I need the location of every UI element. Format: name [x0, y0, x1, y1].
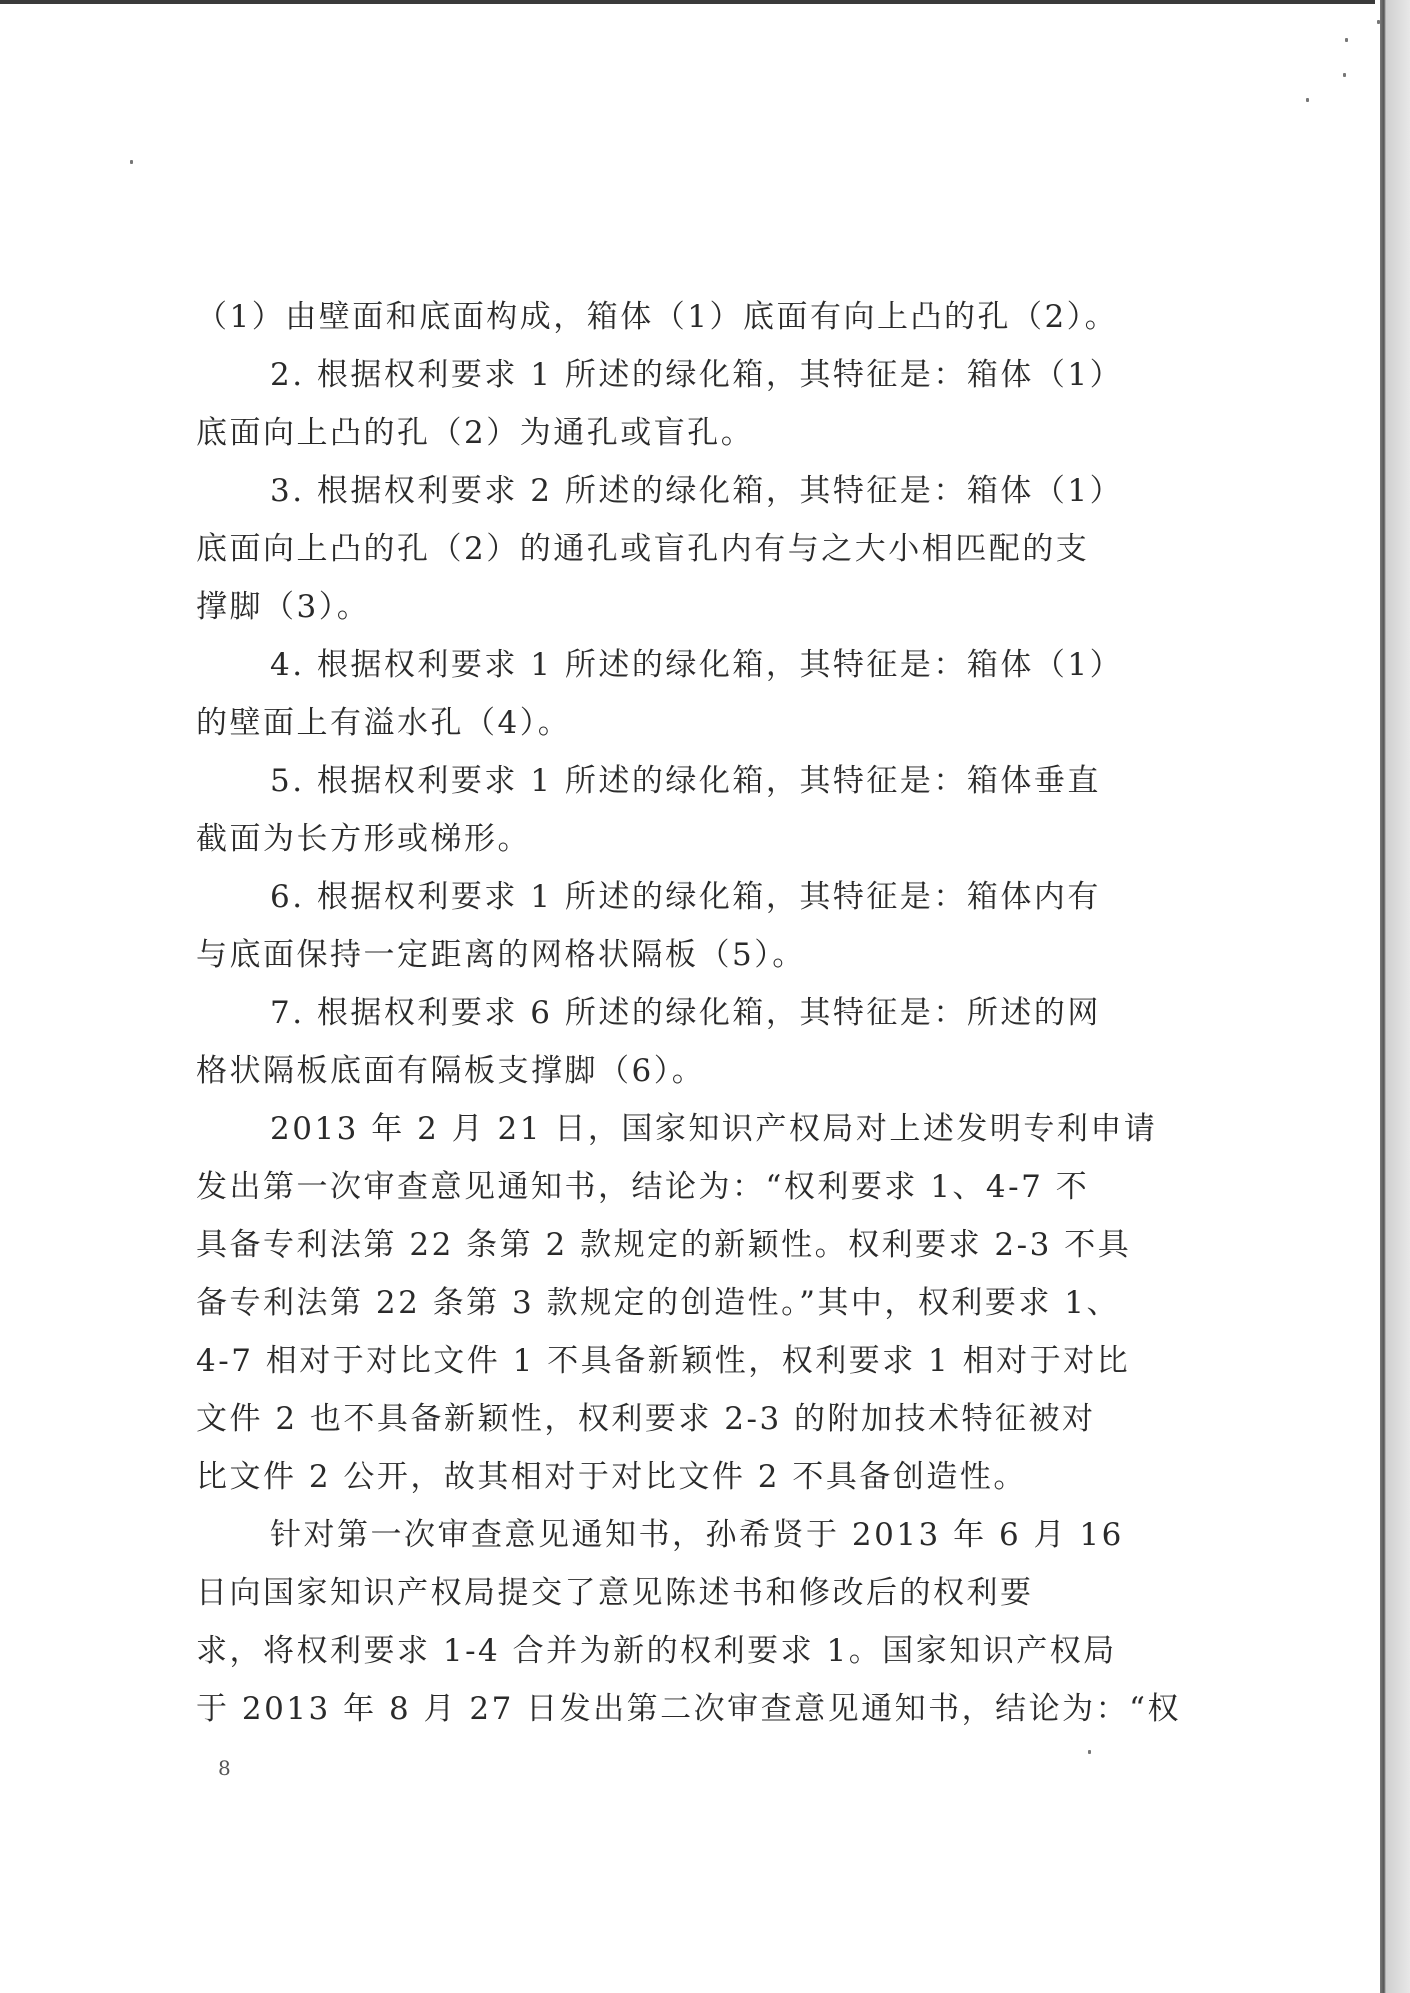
page-number: 8	[218, 1756, 231, 1780]
text-line: 比文件 2 公开，故其相对于对比文件 2 不具备创造性。	[196, 1459, 1027, 1495]
text-line: 求，将权利要求 1-4 合并为新的权利要求 1。国家知识产权局	[196, 1633, 1117, 1669]
text-line: 文件 2 也不具备新颖性，权利要求 2-3 的附加技术特征被对	[196, 1401, 1096, 1437]
text-line: 7. 根据权利要求 6 所述的绿化箱，其特征是：所述的网	[270, 995, 1101, 1031]
text-line: 与底面保持一定距离的网格状隔板（5）。	[196, 937, 806, 973]
scan-speck	[1088, 1750, 1091, 1754]
text-line: 发出第一次审查意见通知书，结论为：“权利要求 1、4-7 不	[196, 1169, 1090, 1205]
text-line: 日向国家知识产权局提交了意见陈述书和修改后的权利要	[196, 1575, 1034, 1611]
document-body	[196, 288, 1214, 1738]
text-line: 4. 根据权利要求 1 所述的绿化箱，其特征是：箱体（1）	[270, 647, 1124, 683]
scan-speck	[1377, 20, 1380, 24]
scan-speck	[1343, 73, 1346, 77]
text-line: 撑脚（3）。	[196, 589, 371, 625]
scan-speck	[1306, 98, 1309, 102]
text-line: 3. 根据权利要求 2 所述的绿化箱，其特征是：箱体（1）	[270, 473, 1124, 509]
scan-right-edge	[1380, 0, 1410, 1993]
text-line: 备专利法第 22 条第 3 款规定的创造性。”其中，权利要求 1、	[196, 1285, 1121, 1321]
text-line: 底面向上凸的孔（2）为通孔或盲孔。	[196, 415, 755, 451]
text-line: 4-7 相对于对比文件 1 不具备新颖性，权利要求 1 相对于对比	[196, 1343, 1131, 1379]
text-line: 底面向上凸的孔（2）的通孔或盲孔内有与之大小相匹配的支	[196, 531, 1090, 567]
scan-top-edge	[0, 0, 1375, 4]
scan-speck	[130, 160, 133, 164]
text-line: 格状隔板底面有隔板支撑脚（6）。	[196, 1053, 706, 1089]
text-line: （1）由壁面和底面构成，箱体（1）底面有向上凸的孔（2）。	[196, 299, 1119, 335]
text-line: 的壁面上有溢水孔（4）。	[196, 705, 572, 741]
text-line: 具备专利法第 22 条第 2 款规定的新颖性。权利要求 2-3 不具	[196, 1227, 1132, 1263]
text-line: 2013 年 2 月 21 日，国家知识产权局对上述发明专利申请	[270, 1111, 1158, 1147]
text-line: 2. 根据权利要求 1 所述的绿化箱，其特征是：箱体（1）	[270, 357, 1124, 393]
text-line: 5. 根据权利要求 1 所述的绿化箱，其特征是：箱体垂直	[270, 763, 1101, 799]
text-line: 截面为长方形或梯形。	[196, 821, 531, 857]
text-line: 6. 根据权利要求 1 所述的绿化箱，其特征是：箱体内有	[270, 879, 1101, 915]
text-line: 针对第一次审查意见通知书，孙希贤于 2013 年 6 月 16	[270, 1517, 1124, 1553]
text-line: 于 2013 年 8 月 27 日发出第二次审查意见通知书，结论为：“权	[196, 1691, 1182, 1727]
scan-speck	[1345, 38, 1348, 42]
